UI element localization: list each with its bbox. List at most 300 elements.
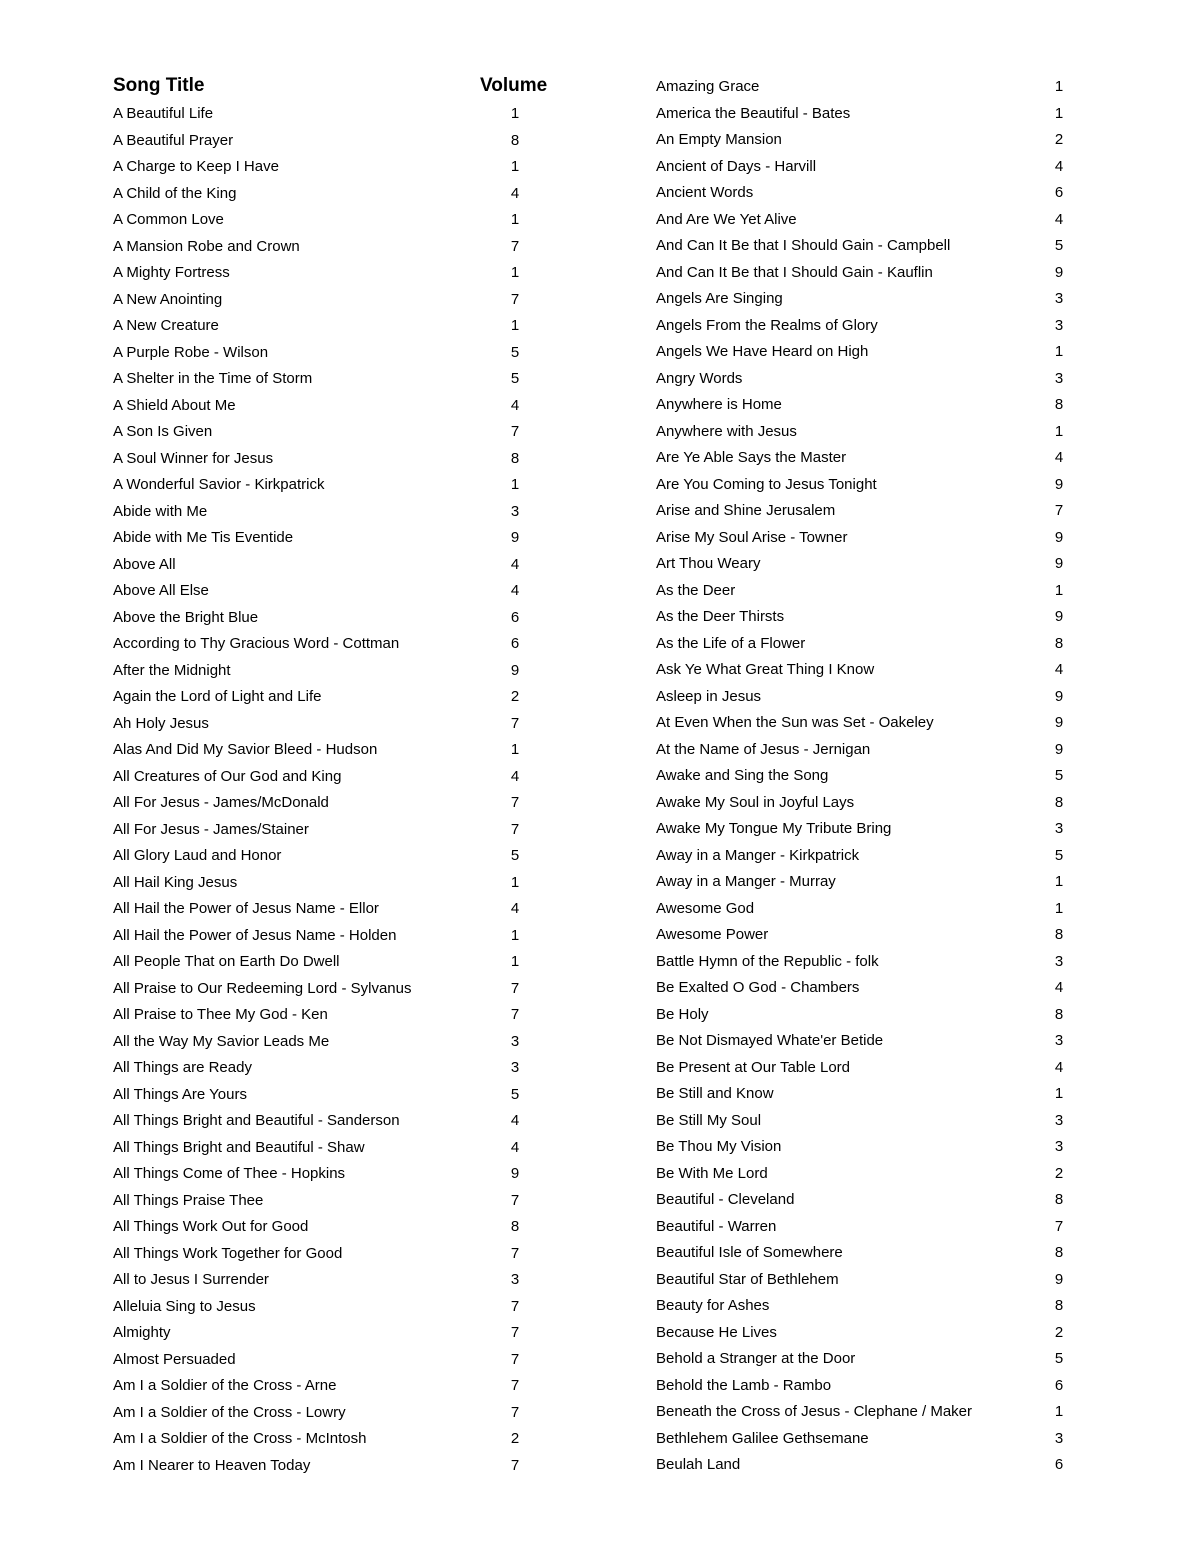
song-row [656,392,1076,419]
song-row [656,1134,1076,1161]
song-title-header: Song Title [113,75,205,96]
song-row [113,1055,533,1082]
song-row [656,1399,1076,1426]
song-row [656,949,1076,976]
song-row [656,472,1076,499]
song-volume: 5 [1054,767,1064,784]
song-title: Angels From the Realms of Glory [656,316,878,334]
song-title: All Things are Ready [113,1059,252,1076]
song-row [113,101,533,128]
song-title: All to Jesus I Surrender [113,1271,269,1288]
song-row [656,975,1076,1002]
song-title: Awake My Soul in Joyful Lays [656,793,855,811]
song-volume: 2 [510,688,520,705]
song-title: Alleluia Sing to Jesus [113,1297,256,1315]
song-volume: 7 [510,423,520,440]
song-volume: 7 [510,1006,520,1023]
song-row [113,128,533,155]
song-volume: 4 [510,582,520,599]
song-volume: 9 [1054,714,1064,731]
song-volume: 1 [1054,104,1064,122]
song-title: A Common Love [113,211,224,228]
song-row [113,1426,533,1453]
song-row [113,1002,533,1029]
song-row [113,1161,533,1188]
song-row [656,631,1076,658]
song-title: Are Ye Able Says the Master [656,449,847,466]
song-volume: 9 [1054,608,1064,625]
song-volume: 6 [1054,1456,1064,1473]
song-row [656,816,1076,843]
song-volume: 8 [1054,1297,1064,1314]
song-title: Asleep in Jesus [656,687,762,705]
song-volume: 3 [1054,1138,1064,1155]
song-title: Because He Lives [656,1323,777,1341]
song-row [656,922,1076,949]
song-title: Away in a Manger - Kirkpatrick [656,846,860,864]
song-volume: 3 [1054,290,1064,307]
song-volume: 1 [510,158,520,175]
song-volume: 9 [510,661,520,679]
song-title: Beautiful Star of Bethlehem [656,1270,839,1288]
song-row [113,234,533,261]
song-row [656,339,1076,366]
song-title: Beautiful - Cleveland [656,1191,795,1208]
song-volume: 9 [1054,263,1064,281]
song-volume: 8 [1054,1244,1064,1261]
song-row [113,207,533,234]
song-row [113,419,533,446]
song-volume: 9 [1054,555,1064,572]
song-volume: 2 [1054,1323,1064,1341]
song-volume: 1 [1054,1403,1064,1420]
song-row [656,74,1076,101]
song-title: Away in a Manger - Murray [656,873,836,890]
song-row [656,1214,1076,1241]
song-volume: 7 [510,1456,520,1474]
song-volume: 1 [1054,422,1064,440]
song-row [656,843,1076,870]
song-row [656,1293,1076,1320]
song-title: A Wonderful Savior - Kirkpatrick [113,476,325,493]
song-volume: 3 [1054,1032,1064,1049]
song-title: Am I a Soldier of the Cross - Arne [113,1377,337,1394]
song-row [656,604,1076,631]
song-row [113,817,533,844]
song-row [113,631,533,658]
song-volume: 7 [1054,1217,1064,1235]
song-title: Be With Me Lord [656,1164,768,1182]
song-title: Angels We Have Heard on High [656,343,869,360]
song-title: All People That on Earth Do Dwell [113,953,340,970]
song-volume: 1 [510,105,520,122]
song-row [656,498,1076,525]
song-volume: 8 [510,1218,520,1235]
song-volume: 1 [1054,581,1064,599]
song-volume: 4 [510,1138,520,1156]
song-title: Bethlehem Galilee Gethsemane [656,1429,869,1447]
song-title: All Things Bright and Beautiful - Sanderson [113,1112,400,1129]
song-title: All Hail the Power of Jesus Name - Ellor [113,900,379,917]
song-volume: 6 [1054,184,1064,201]
song-volume: 1 [1054,899,1064,917]
song-volume: 7 [510,979,520,997]
song-volume: 8 [510,449,520,467]
song-title: Be Thou My Vision [656,1138,782,1155]
song-title: All Hail the Power of Jesus Name - Holden [113,926,397,944]
song-volume: 9 [1054,528,1064,546]
song-title: America the Beautiful - Bates [656,104,851,122]
song-title: And Are We Yet Alive [656,210,797,228]
song-title: And Can It Be that I Should Gain - Campbell [656,237,951,254]
song-row [656,286,1076,313]
song-row [656,1240,1076,1267]
song-title: Art Thou Weary [656,555,761,572]
song-volume: 1 [510,476,520,493]
song-volume: 4 [510,900,520,917]
song-title: Awesome Power [656,926,769,943]
song-volume: 7 [510,1191,520,1209]
song-title: As the Life of a Flower [656,634,806,652]
song-volume: 2 [1054,1164,1064,1182]
song-title: And Can It Be that I Should Gain - Kauflin [656,263,933,281]
song-row [113,525,533,552]
song-row [113,1373,533,1400]
song-title: Beautiful - Warren [656,1217,777,1235]
song-title: A Mansion Robe and Crown [113,237,300,255]
song-title: Be Still and Know [656,1085,774,1102]
song-title: Angry Words [656,369,743,387]
song-title: All Praise to Our Redeeming Lord - Sylvanus [113,979,412,997]
song-title: At the Name of Jesus - Jernigan [656,740,871,758]
song-row [113,287,533,314]
song-row [656,710,1076,737]
song-title: Am I Nearer to Heaven Today [113,1456,311,1474]
song-volume: 7 [510,1403,520,1421]
song-row [656,869,1076,896]
song-row [113,711,533,738]
song-row [113,1400,533,1427]
song-volume: 9 [1054,687,1064,705]
song-row [656,1320,1076,1347]
song-row [656,1055,1076,1082]
song-volume: 9 [1054,475,1064,493]
song-volume: 7 [510,714,520,732]
song-title: All Things Work Together for Good [113,1244,343,1262]
song-row [113,976,533,1003]
song-row [113,870,533,897]
song-row [113,313,533,340]
song-row [113,737,533,764]
song-title: Am I a Soldier of the Cross - Lowry [113,1403,346,1421]
song-row [113,499,533,526]
song-volume: 3 [510,1059,520,1076]
song-row [113,1082,533,1109]
song-volume: 5 [510,370,520,387]
song-volume: 1 [510,953,520,970]
song-title: Be Not Dismayed Whate'er Betide [656,1032,884,1049]
song-row [656,1161,1076,1188]
song-title: Almighty [113,1324,171,1341]
song-title: Are You Coming to Jesus Tonight [656,475,877,493]
song-title: Behold a Stranger at the Door [656,1350,856,1367]
song-title: All Things Bright and Beautiful - Shaw [113,1138,365,1156]
song-row [656,1108,1076,1135]
song-title: Be Still My Soul [656,1111,762,1129]
song-title: Amazing Grace [656,78,760,95]
song-row [113,181,533,208]
song-volume: 8 [510,131,520,149]
song-volume: 4 [510,396,520,414]
song-title: Awesome God [656,899,755,917]
song-title: As the Deer [656,581,736,599]
song-volume: 8 [1054,634,1064,652]
song-row [656,737,1076,764]
song-title: All Hail King Jesus [113,873,238,891]
song-volume: 3 [1054,820,1064,837]
song-title: Arise My Soul Arise - Towner [656,528,848,546]
song-volume: 2 [1054,131,1064,148]
song-volume: 7 [510,1350,520,1368]
song-row [656,313,1076,340]
song-volume: 6 [510,635,520,652]
song-row [656,896,1076,923]
song-title: According to Thy Gracious Word - Cottman [113,635,400,652]
song-volume: 1 [510,317,520,334]
song-volume: 4 [1054,210,1064,228]
song-row [656,366,1076,393]
song-row [113,923,533,950]
song-volume: 7 [510,1297,520,1315]
song-row [656,1452,1076,1479]
song-volume: 4 [510,555,520,573]
song-volume: 7 [510,1377,520,1394]
song-row [656,1426,1076,1453]
song-title: Ancient of Days - Harvill [656,157,817,175]
song-volume: 7 [510,1244,520,1262]
volume-header: Volume [480,75,548,96]
song-volume: 7 [510,237,520,255]
song-row [113,578,533,605]
song-row [656,657,1076,684]
song-row [113,552,533,579]
song-row [656,1187,1076,1214]
song-row [113,1135,533,1162]
song-row [656,154,1076,181]
song-volume: 3 [510,502,520,520]
song-title: All For Jesus - James/McDonald [113,794,329,811]
song-title: Am I a Soldier of the Cross - McIntosh [113,1430,367,1447]
song-title: Be Present at Our Table Lord [656,1058,851,1076]
song-title: Ah Holy Jesus [113,714,209,732]
song-row [113,366,533,393]
song-title: A Mighty Fortress [113,264,230,281]
song-title: Anywhere with Jesus [656,422,797,440]
song-row [113,1188,533,1215]
song-title: All Creatures of Our God and King [113,767,342,785]
song-title: All Things Praise Thee [113,1191,264,1209]
song-row [113,1320,533,1347]
song-title: Arise and Shine Jerusalem [656,502,836,519]
song-volume: 8 [1054,396,1064,413]
song-volume: 1 [1054,1085,1064,1102]
song-row [656,1373,1076,1400]
song-row [656,525,1076,552]
song-title: All Things Come of Thee - Hopkins [113,1165,346,1182]
song-title: A Child of the King [113,184,237,202]
song-volume: 4 [510,184,520,202]
song-volume: 7 [1054,502,1064,519]
song-row [656,790,1076,817]
song-volume: 2 [510,1430,520,1447]
song-title: A New Creature [113,317,219,334]
song-volume: 4 [1054,661,1064,678]
song-volume: 3 [1054,369,1064,387]
song-volume: 5 [1054,846,1064,864]
song-volume: 1 [510,211,520,228]
song-row [113,843,533,870]
song-volume: 4 [1054,979,1064,996]
song-title: Almost Persuaded [113,1350,236,1368]
song-row [656,1002,1076,1029]
song-row [656,1346,1076,1373]
song-volume: 3 [1054,1111,1064,1129]
song-volume: 9 [510,1165,520,1182]
song-title: All the Way My Savior Leads Me [113,1032,330,1050]
song-row [113,764,533,791]
song-title: Abide with Me [113,502,208,520]
song-title: All Things Are Yours [113,1085,247,1103]
song-row [113,1294,533,1321]
song-volume: 4 [1054,449,1064,466]
song-volume: 3 [510,1271,520,1288]
song-title: At Even When the Sun was Set - Oakeley [656,714,934,731]
song-row [113,1267,533,1294]
song-row [656,1081,1076,1108]
song-volume: 5 [1054,237,1064,254]
song-row [113,790,533,817]
song-title: A Purple Robe - Wilson [113,343,269,361]
song-row [113,949,533,976]
song-volume: 5 [510,1085,520,1103]
song-title: Beautiful Isle of Somewhere [656,1244,843,1261]
song-row [113,684,533,711]
song-row [113,1029,533,1056]
song-volume: 8 [1054,926,1064,943]
song-title: Beneath the Cross of Jesus - Clephane / Maker [656,1403,972,1420]
song-title: All Things Work Out for Good [113,1218,309,1235]
song-volume: 7 [510,290,520,308]
song-volume: 8 [1054,1005,1064,1023]
song-title: Ask Ye What Great Thing I Know [656,661,875,678]
song-volume: 1 [1054,873,1064,890]
song-volume: 4 [1054,157,1064,175]
song-volume: 9 [1054,740,1064,758]
song-row [113,1347,533,1374]
song-volume: 7 [510,794,520,811]
song-row [656,180,1076,207]
song-title: Abide with Me Tis Eventide [113,529,294,546]
song-row [656,1028,1076,1055]
song-row [656,260,1076,287]
song-row [656,1267,1076,1294]
song-volume: 6 [1054,1376,1064,1394]
song-row [656,419,1076,446]
song-title: Behold the Lamb - Rambo [656,1376,832,1394]
song-volume: 1 [510,741,520,758]
song-volume: 6 [510,608,520,626]
song-title: Awake and Sing the Song [656,767,829,784]
song-title: Again the Lord of Light and Life [113,688,322,705]
song-row [113,154,533,181]
song-title: Beulah Land [656,1456,741,1473]
song-volume: 4 [510,767,520,785]
song-title: Be Exalted O God - Chambers [656,979,860,996]
song-row [113,1214,533,1241]
song-volume: 3 [510,1032,520,1050]
song-title: Above the Bright Blue [113,608,259,626]
song-row [113,1241,533,1268]
song-title: A Soul Winner for Jesus [113,449,274,467]
song-title: A New Anointing [113,290,223,308]
song-row [656,127,1076,154]
song-row [113,340,533,367]
song-title: Be Holy [656,1005,709,1023]
song-title: A Beautiful Life [113,105,214,122]
song-row [656,445,1076,472]
song-row [113,1453,533,1480]
song-title: As the Deer Thirsts [656,608,785,625]
song-title: Above All [113,555,176,573]
song-row [113,393,533,420]
song-title: A Charge to Keep I Have [113,158,279,175]
song-title: A Son Is Given [113,423,213,440]
song-title: Ancient Words [656,184,754,201]
song-row [113,446,533,473]
song-row [113,260,533,287]
song-volume: 1 [510,264,520,281]
song-row [656,207,1076,234]
song-row [656,684,1076,711]
song-volume: 5 [510,847,520,864]
song-title: All Praise to Thee My God - Ken [113,1006,328,1023]
song-title: After the Midnight [113,661,231,679]
song-volume: 3 [1054,952,1064,970]
song-volume: 3 [1054,316,1064,334]
song-title: All Glory Laud and Honor [113,847,282,864]
song-volume: 9 [510,529,520,546]
song-row [113,658,533,685]
song-row [656,101,1076,128]
song-volume: 8 [1054,793,1064,811]
song-title: Beauty for Ashes [656,1297,770,1314]
song-title: All For Jesus - James/Stainer [113,820,309,838]
song-title: Above All Else [113,582,209,599]
song-title: Angels Are Singing [656,290,783,307]
song-row [113,896,533,923]
song-volume: 8 [1054,1191,1064,1208]
song-title: A Beautiful Prayer [113,131,234,149]
song-row [656,763,1076,790]
song-volume: 1 [510,926,520,944]
song-volume: 5 [1054,1350,1064,1367]
song-row [656,551,1076,578]
song-volume: 7 [510,1324,520,1341]
song-title: An Empty Mansion [656,131,782,148]
song-volume: 7 [510,820,520,838]
song-row [656,233,1076,260]
song-volume: 1 [510,873,520,891]
